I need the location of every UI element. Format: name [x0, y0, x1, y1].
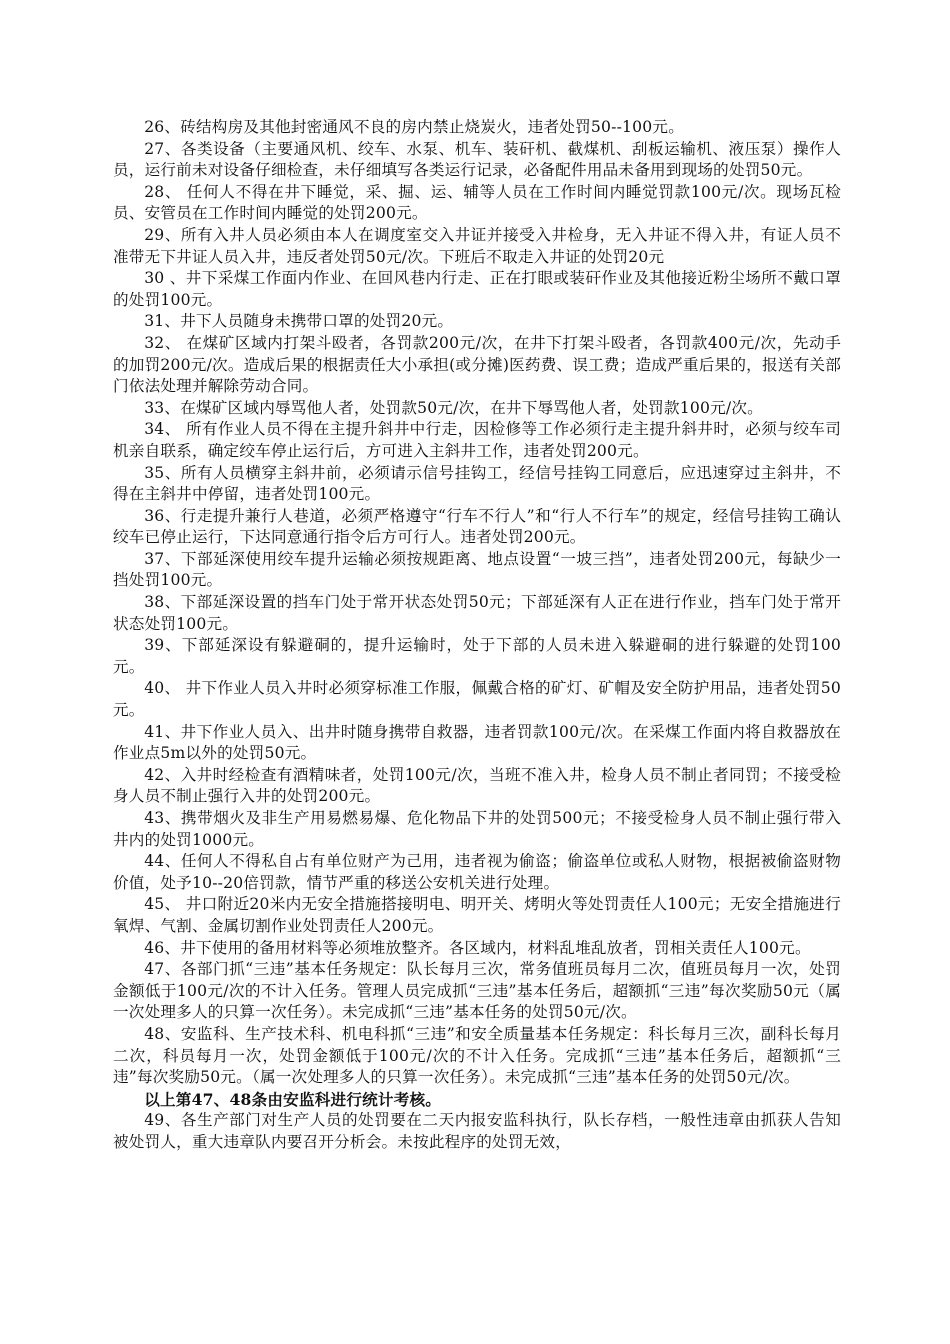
document-body: [113, 117, 841, 1154]
clause-32: 32、 在煤矿区域内打架斗殴者，各罚款200元/次，在井下打架斗殴者，各罚款400元/次，先动手的加罚200元/次。造成后果的根据责任大小承担(或分摊)医药费、误工费；造成严重后果的，报送有关部门依法处理并解除劳动合同。: [113, 333, 841, 396]
clause-44: 44、任何人不得私自占有单位财产为己用，违者视为偷盗；偷盗单位或私人财物，根据被偷盗财物价值，处予10--20倍罚款，情节严重的移送公安机关进行处理。: [113, 852, 841, 892]
clause-39: 39、下部延深设有躲避硐的，提升运输时，处于下部的人员未进入躲避硐的进行躲避的处罚100元。: [113, 636, 841, 676]
clause-42: 42、入井时经检查有酒精味者，处罚100元/次，当班不准入井，检身人员不制止者同罚；不接受检身人员不制止强行入井的处罚200元。: [113, 765, 841, 806]
clause-38: 38、下部延深设置的挡车门处于常开状态处罚50元；下部延深有人正在进行作业，挡车门处于常开状态处罚100元。: [113, 593, 841, 633]
clause-31: 31、井下人员随身未携带口罩的处罚20元。: [144, 312, 454, 331]
clause-47: 47、各部门抓“三违”基本任务规定：队长每月三次，常务值班员每月二次，值班员每月一次，处罚金额低于100元/次的不计入任务。管理人员完成抓“三违”基本任务后，超额抓“三违”每次奖励50元（属一次处理多人的只算一次任务）。未完成抓“三违”基本任务的处罚50元/次。: [113, 960, 841, 1022]
assessment-note: 以上第47、48条由安监科进行统计考核。: [144, 1089, 442, 1109]
clause-34: 34、 所有作业人员不得在主提升斜井中行走，因检修等工作必须行走主提升斜井时，必须与绞车司机亲自联系，确定绞车停止运行后，方可进入主斜井工作，违者处罚200元。: [113, 420, 841, 460]
clause-29: 29、所有入井人员必须由本人在调度室交入井证并接受入井检身，无入井证不得入井，有证人员不准带无下井证人员入井，违反者处罚50元/次。下班后不取走入井证的处罚20元: [113, 225, 841, 266]
clause-26: 26、砖结构房及其他封密通风不良的房内禁止烧炭火，违者处罚50--100元。: [144, 118, 684, 136]
clause-49: 49、各生产部门对生产人员的处罚要在二天内报安监科执行，队长存档，一般性违章由抓获人告知被处罚人，重大违章队内要召开分析会。未按此程序的处罚无效，: [113, 1111, 841, 1151]
clause-41: 41、井下作业人员入、出井时随身携带自救器，违者罚款100元/次。在采煤工作面内将自救器放在作业点5m以外的处罚50元。: [113, 722, 841, 763]
clause-27: 27、各类设备（主要通风机、绞车、水泵、机车、装矸机、截煤机、刮板运输机、液压泵）操作人员，运行前未对设备仔细检查，未仔细填写各类运行记录，必备配件用品未备用到现场的处罚50元。: [113, 139, 841, 180]
clause-43: 43、携带烟火及非生产用易燃易爆、危化物品下井的处罚500元；不接受检身人员不制止强行带入井内的处罚1000元。: [113, 809, 841, 849]
clause-36: 36、行走提升兼行人巷道，必须严格遵守“行车不行人”和“行人不行车”的规定，经信号挂钩工确认绞车已停止运行，下达同意通行指令后方可行人。违者处罚200元。: [113, 506, 841, 547]
clause-33: 33、在煤矿区域内辱骂他人者，处罚款50元/次，在井下辱骂他人者，处罚款100元/次。: [144, 398, 763, 417]
clause-35: 35、所有人员横穿主斜井前，必须请示信号挂钩工，经信号挂钩工同意后，应迅速穿过主斜井，不得在主斜井中停留，违者处罚100元。: [113, 463, 841, 504]
clause-46: 46、井下使用的备用材料等必须堆放整齐。各区域内，材料乱堆乱放者，罚相关责任人100元。: [144, 938, 811, 957]
clause-37: 37、下部延深使用绞车提升运输必须按规距离、地点设置“一坡三挡”，违者处罚200元，每缺少一挡处罚100元。: [113, 549, 841, 590]
clause-45: 45、 井口附近20米内无安全措施搭接明电、明开关、烤明火等处罚责任人100元；无安全措施进行氧焊、气割、金属切割作业处罚责任人200元。: [113, 895, 841, 935]
clause-28: 28、 任何人不得在井下睡觉，采、掘、运、辅等人员在工作时间内睡觉罚款100元/次。现场瓦检员、安管员在工作时间内睡觉的处罚200元。: [113, 182, 841, 223]
clause-48: 48、安监科、生产技术科、机电科抓“三违”和安全质量基本任务规定：科长每月三次，副科长每月二次，科员每月一次，处罚金额低于100元/次的不计入任务。完成抓“三违”基本任务后，超额抓“三违”每次奖励50元。（属一次处理多人的只算一次任务）。未完成抓“三违”基本任务的处罚50元/次。: [113, 1024, 841, 1087]
clause-30: 30 、井下采煤工作面内作业、在回风巷内行走、正在打眼或装矸作业及其他接近粉尘场所不戴口罩的处罚100元。: [113, 269, 841, 309]
clause-40: 40、 井下作业人员入井时必须穿标准工作服，佩戴合格的矿灯、矿帽及安全防护用品，违者处罚50元。: [113, 679, 841, 720]
